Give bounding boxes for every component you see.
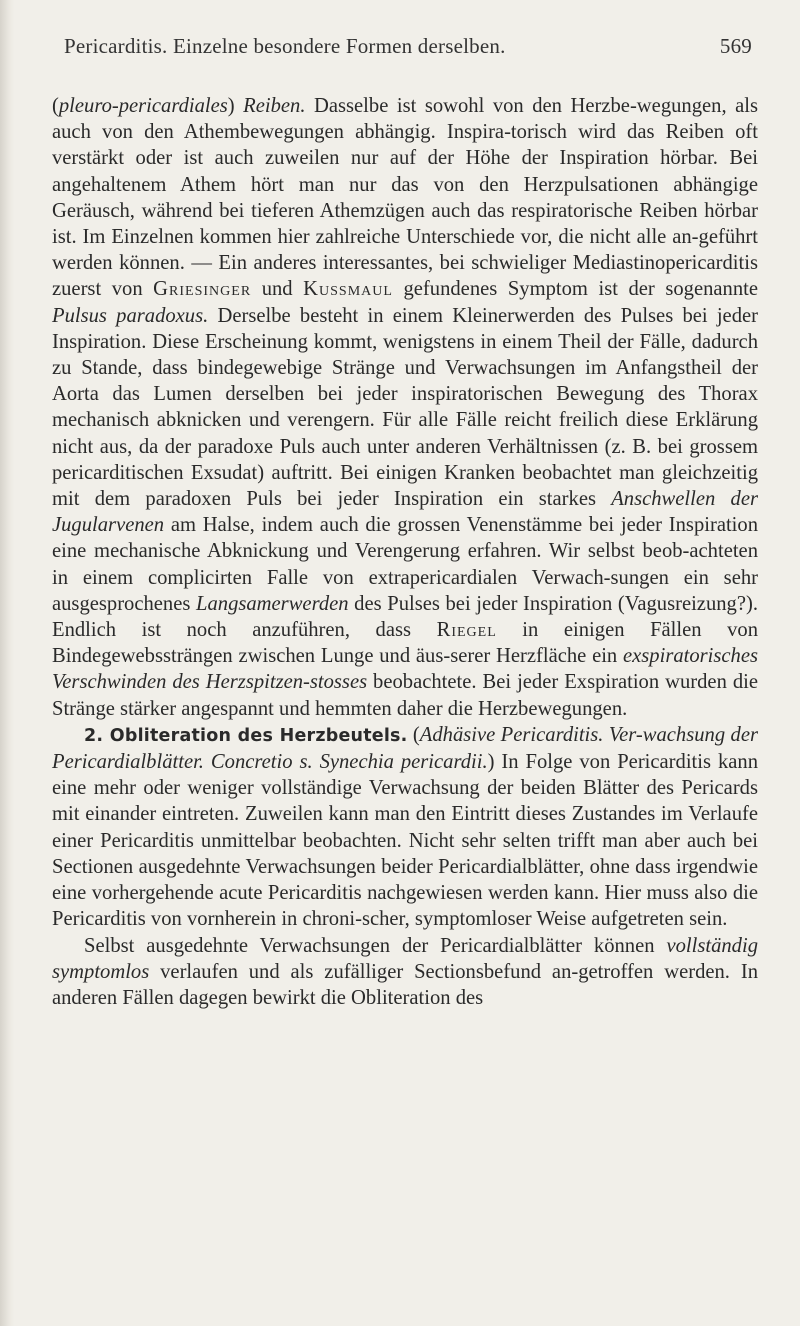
italic-text: Reiben. xyxy=(243,95,306,117)
page-number: 569 xyxy=(719,34,752,58)
italic-text: pleuro-pericardiales xyxy=(58,95,228,117)
italic-text: exspiratorisches Verschwinden des Herzspitzen-stosses xyxy=(52,645,758,694)
author-name: Kussmaul xyxy=(303,278,393,301)
page-header xyxy=(64,34,752,74)
section-heading: 2. Obliteration des Herzbeutels. xyxy=(84,725,408,746)
paragraph-symptomlos: Selbst ausgedehnte Verwachsungen der Pericardialblätter können vollständig symptomlos verlaufen und als zufälliger Sectionsbefund an-getroffen werden. In anderen Fällen dagegen bewirkt die Obliteration des xyxy=(52,934,758,1009)
author-name: Griesinger xyxy=(153,278,252,301)
paragraph-obliteration: 2. Obliteration des Herzbeutels. (Adhäsive Pericarditis. Ver-wachsung der Pericardialblätter. Concretio s. Synechia pericardii.) In Folge von Pericarditis kann eine mehr oder weniger vollständige Verwachsung der beiden Blätter des Pericards mit einander eintreten. Zuweilen kann man den Eintritt dieses Zustandes im Verlaufe einer Pericarditis unmittelbar beobachten. Nicht sehr selten trifft man aber auch bei Sectionen ausgedehnte Verwachsungen beider Pericardialblätter, ohne dass irgendwie eine vorhergehende acute Pericarditis nachgewiesen werden kann. Hier muss also die Pericarditis von vornherein in chroni-scher, symptomloser Weise aufgetreten sein. xyxy=(52,723,758,931)
italic-text: Langsamerwerden xyxy=(196,592,349,615)
body-text xyxy=(52,93,758,1011)
italic-text: Anschwellen der Jugularvenen xyxy=(52,488,758,537)
paragraph-pulsus-paradoxus: (pleuro-pericardiales) Reiben. Dasselbe ist sowohl von den Herzbe-wegungen, als auch von den Athembewegungen abhängig. Inspira-torisch wird das Reiben oft verstärkt oder ist auch zuweilen nur auf der Höhe der Inspiration hörbar. Bei angehaltenem Athem hört man nur das von den Herzpulsationen abhängige Geräusch, während bei tieferen Athemzügen auch das respiratorische Reiben hörbar ist. Im Einzelnen kommen hier zahlreiche Unterschiede vor, die nicht alle an-geführt werden können. — Ein anderes interessantes, bei schwieliger Mediastinopericarditis zuerst von Griesinger und Kussmaul gefundenes Symptom ist der sogenannte Pulsus paradoxus. Derselbe besteht in einem Kleinerwerden des Pulses bei jeder Inspiration. Diese Erscheinung kommt, wenigstens in einem Theil der Fälle, dadurch zu Stande, dass bindegewebige Stränge und Verwachsungen im Anfangstheil der Aorta das Lumen derselben bei jeder inspiratorischen Bewegung des Thorax mechanisch abknicken und verengern. Für alle Fälle reicht freilich diese Erklärung nicht aus, da der paradoxe Puls auch unter anderen Verhältnissen (z. B. bei grossem pericarditischen Exsudat) auftritt. Bei einigen Kranken beobachtet man gleichzeitig mit dem paradoxen Puls bei jeder Inspiration ein starkes Anschwellen der Jugularvenen am Halse, indem auch die grossen Venenstämme bei jeder Inspiration eine mechanische Abknickung und Verengerung erfahren. Wir selbst beob-achteten in einem complicirten Falle von extrapericardialen Verwach-sungen ein sehr ausgesprochenes Langsamerwerden des Pulses bei jeder Inspiration (Vagusreizung?). Endlich ist noch anzuführen, dass Riegel in einigen Fällen von Bindegewebssträngen zwischen Lunge und äus-serer Herzfläche ein exspiratorisches Verschwinden des Herzspitzen-stosses beobachtete. Bei jeder Exspiration wurden die Stränge stärker angespannt und hemmten daher die Herzbewegungen. xyxy=(52,95,758,720)
page-edge-shadow xyxy=(0,0,14,1326)
italic-text: Pulsus paradoxus. xyxy=(52,304,209,327)
author-name: Riegel xyxy=(436,619,497,642)
italic-text: Adhäsive Pericarditis. Ver-wachsung der Pericardialblätter. Concretio s. Synechia pericardii. xyxy=(52,723,758,774)
running-title: Pericarditis. Einzelne besondere Formen derselben. xyxy=(64,34,506,58)
italic-text: vollständig symptomlos xyxy=(52,934,758,983)
